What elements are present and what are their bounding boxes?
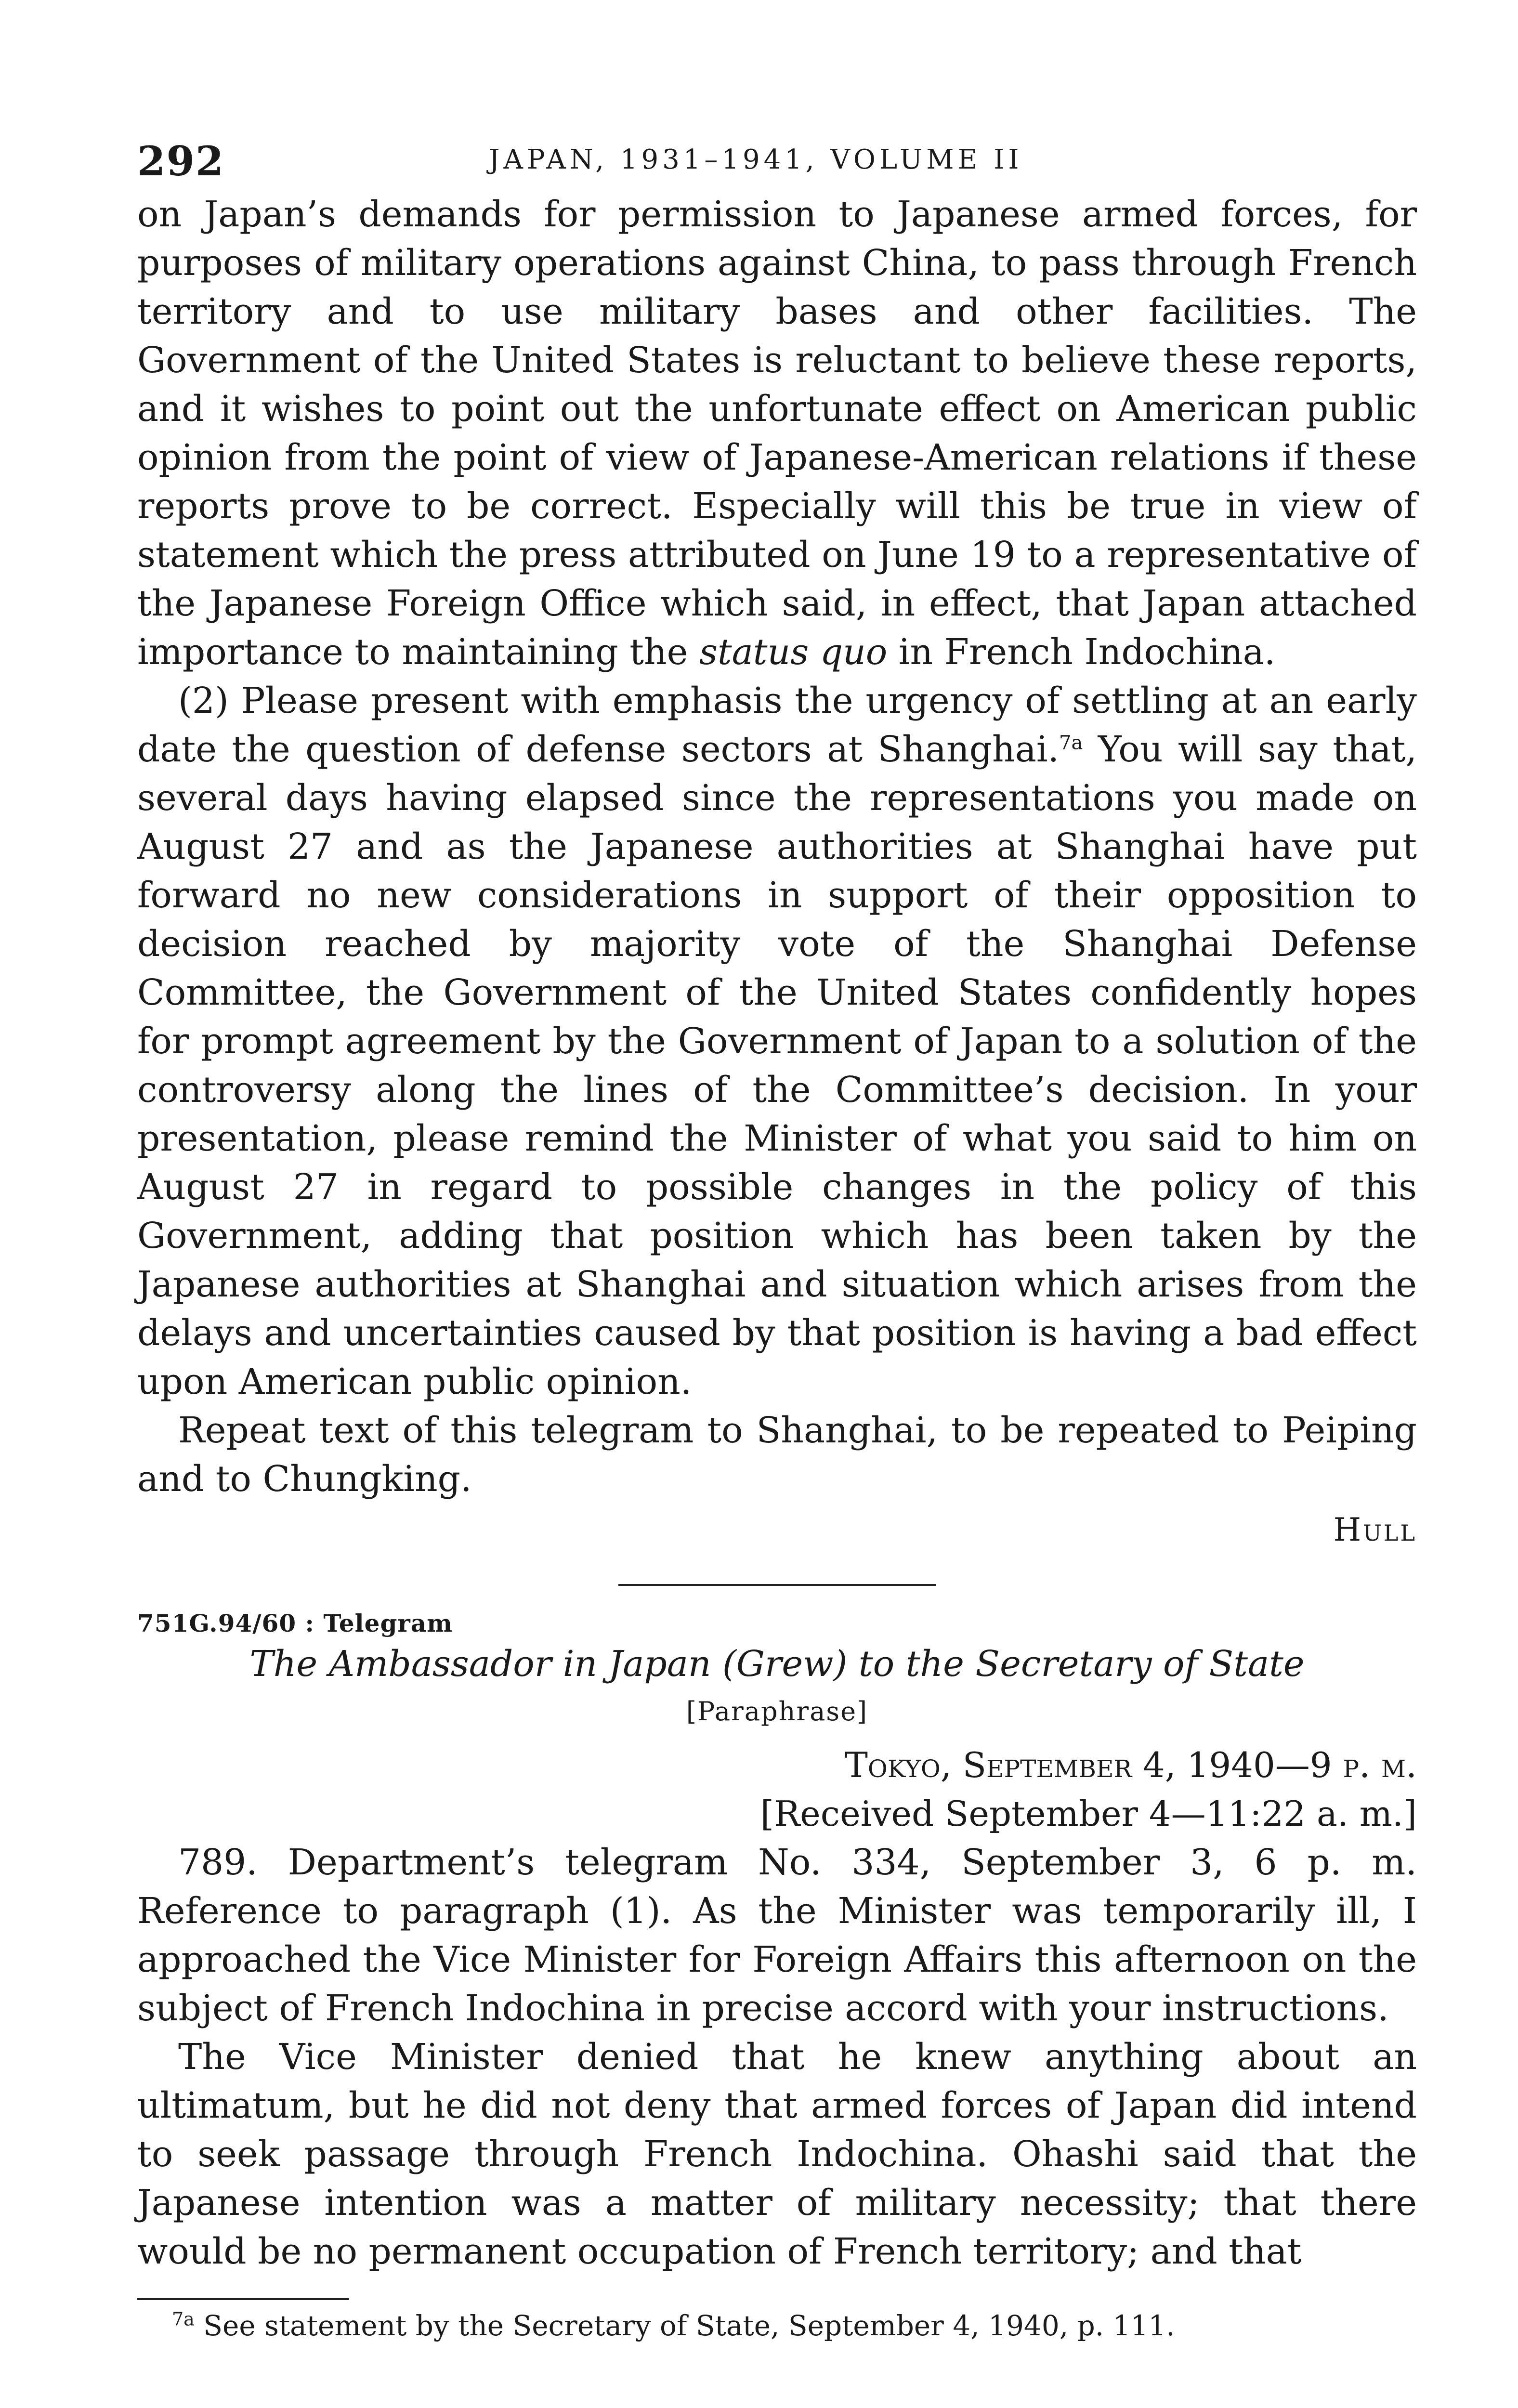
page-header: [137, 137, 1417, 190]
page-number: 292: [137, 137, 225, 185]
footnote-divider: [137, 2298, 349, 2300]
paragraph-2-text: (2) Please present with emphasis the urgency of settling at an early date the question of defense sectors at Shanghai.: [137, 680, 1417, 770]
footnote-reference: 7a: [1059, 732, 1083, 754]
telegram-body: [137, 1838, 1417, 2276]
telegram-document: [137, 1609, 1417, 2276]
dateline-received: [Received September 4—11:22 a. m.]: [760, 1793, 1417, 1834]
signature: Hull: [1333, 1511, 1417, 1548]
paragraph-2: [137, 677, 1417, 1406]
telegram-paragraph-1: 789. Department’s telegram No. 334, September 3, 6 p. m. Reference to paragraph (1). As the Minister was temporarily ill, I approached the Vice Minister for Foreign Affairs this afternoon on the subject of French Indochina in precise accord with your instructions.: [137, 1842, 1417, 2029]
paragraph-1-end: in French Indochina.: [898, 631, 1276, 673]
footnote-text: See statement by the Secretary of State, September 4, 1940, p. 111.: [203, 2309, 1175, 2342]
paragraph-2-rest: You will say that, several days having elapsed since the representations you made on August 27 and as the Japanese authorities at Shanghai have put forward no new considerations in support of their opposition to decision reached by majority vote of the Shanghai Defense Committee, the Government of the United States confidently hopes for prompt agreement by the Government of Japan to a solution of the controversy along the lines of the Committee’s decision. In your presentation, please remind the Minister of what you said to him on August 27 in regard to possible changes in the policy of this Government, adding that position which has been taken by the Japanese authorities at Shanghai and situation which arises from the delays and uncertainties caused by that position is having a bad effect upon American public opinion.: [137, 729, 1417, 1402]
telegram-paragraph-2: The Vice Minister denied that he knew anything about an ultimatum, but he did not deny that armed forces of Japan did intend to seek passage through French Indochina. Ohashi said that the Japanese intention was a matter of military necessity; that there would be no permanent occupation of French territory; and that: [137, 2036, 1417, 2272]
file-reference: 751G.94/60 : Telegram: [137, 1609, 453, 1637]
status-quo-italic: status quo: [699, 631, 888, 673]
paragraph-1-text: on Japan’s demands for permission to Japanese armed forces, for purposes of military operations against China, to pass through French territory and to use military bases and other facilities. The Government of the United States is reluctant to believe these reports, and it wishes to point out the unfortunate effect on American public opinion from the point of view of Japanese-American relations if these reports prove to be correct. Especially will this be true in view of statement which the press attributed on June 19 to a representative of the Japanese Foreign Office which said, in effect, that Japan attached importance to maintaining the: [137, 194, 1417, 673]
paragraph-3: Repeat text of this telegram to Shanghai, to be repeated to Peiping and to Chungking.: [137, 1410, 1417, 1500]
dateline-sent: Tokyo, September 4, 1940—9 p. m.: [844, 1745, 1417, 1785]
paraphrase-label: [Paraphrase]: [686, 1696, 868, 1727]
telegram-continuation: [137, 190, 1417, 1554]
dateline: [137, 1741, 1417, 1838]
footnote-mark: 7a: [172, 2308, 195, 2330]
document-title: The Ambassador in Japan (Grew) to the Secretary of State: [249, 1643, 1305, 1685]
footnote: [137, 2309, 1417, 2343]
section-divider: [618, 1584, 936, 1586]
paragraph-1: [137, 190, 1417, 677]
running-head: JAPAN, 1931–1941, VOLUME II: [489, 144, 1023, 175]
